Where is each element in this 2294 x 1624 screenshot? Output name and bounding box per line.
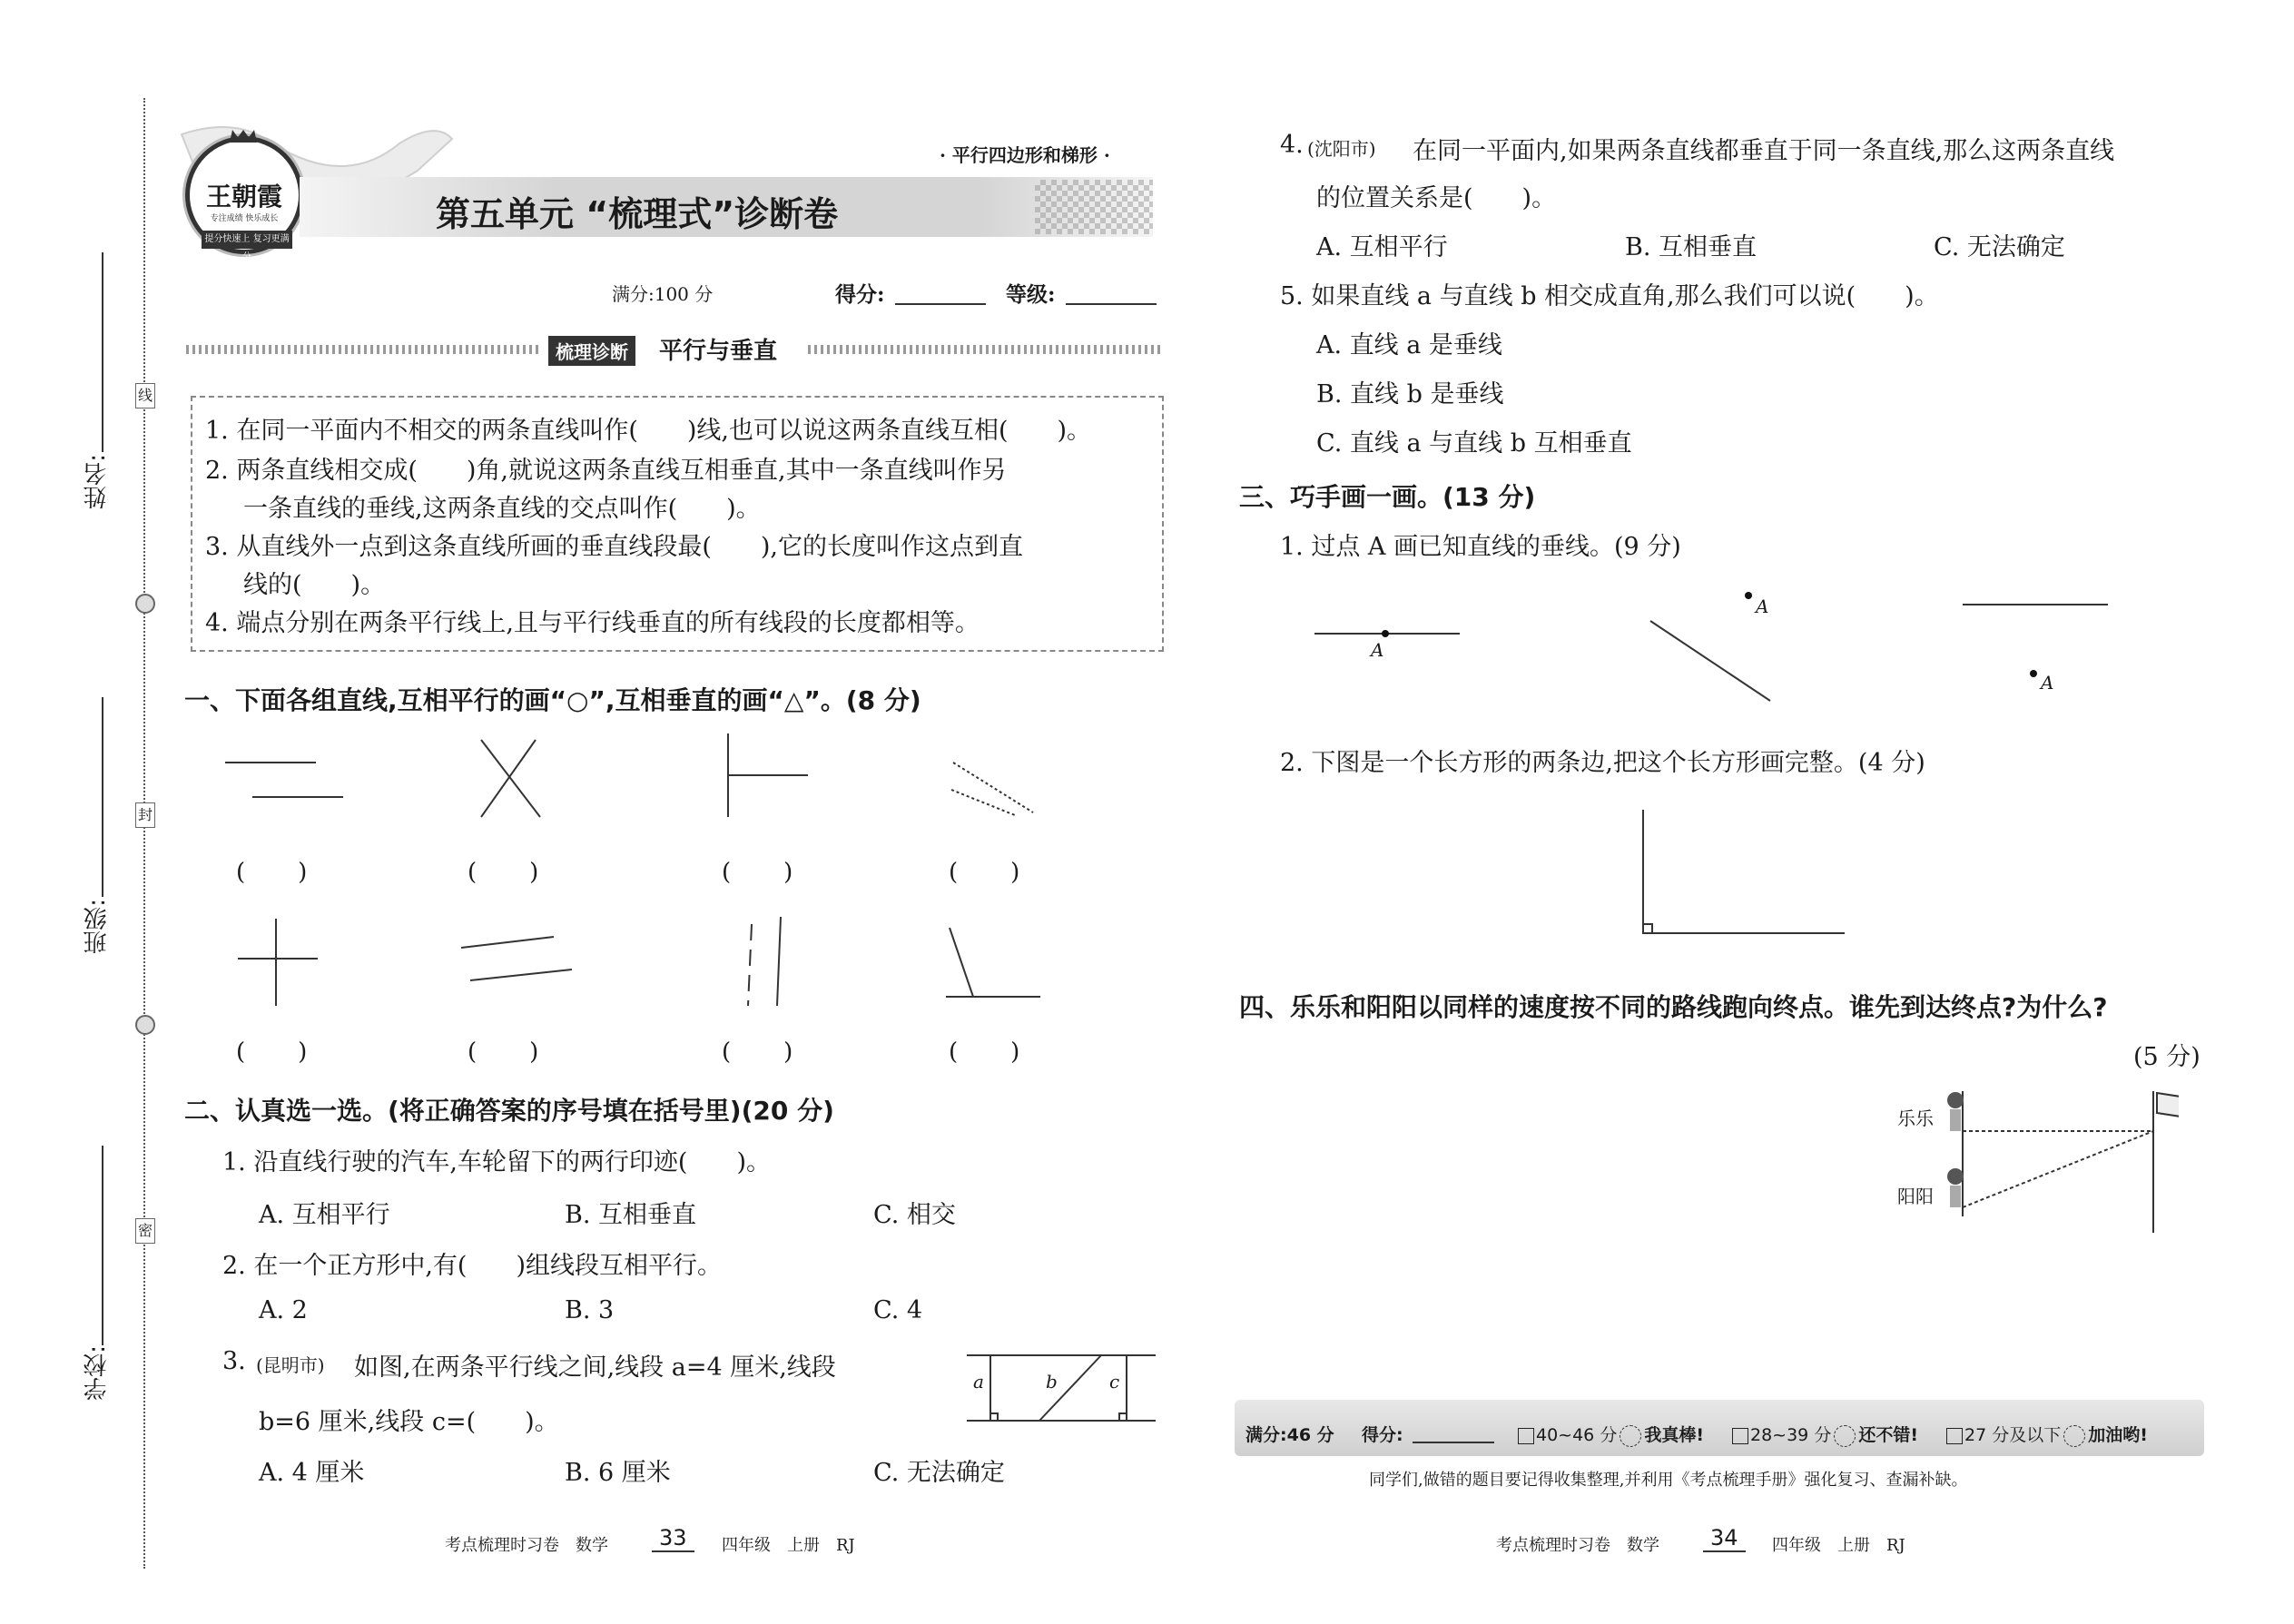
part1-answer-1[interactable]: ( )	[236, 859, 310, 886]
point-a-label-3: A	[2041, 672, 2054, 694]
binding-hole-1	[135, 594, 155, 614]
full-score: 满分:100 分	[612, 283, 714, 305]
part2-q3-a[interactable]: A. 4 厘米	[259, 1459, 365, 1487]
part3-q2: 2. 下图是一个长方形的两条边,把这个长方形画完整。(4 分)	[1280, 749, 1925, 777]
part4-figure	[1943, 1080, 2179, 1235]
fig6-line-b	[470, 969, 572, 980]
page-title: 第五单元 “梳理式”诊断卷	[436, 194, 839, 234]
fig6-line-a	[461, 937, 554, 948]
part2-q5-stem: 5. 如果直线 a 与直线 b 相交成直角,那么我们可以说( )。	[1280, 282, 1939, 310]
seal-char-secret: 密	[135, 1218, 155, 1244]
logo-ribbon: 提分快速上 复习更满分	[202, 231, 292, 249]
part2-q4-stem: 在同一平面内,如果两条直线都垂直于同一条直线,那么这两条直线	[1413, 137, 2115, 165]
part2-q3-figure	[967, 1348, 1157, 1430]
school-field[interactable]	[102, 1146, 103, 1345]
summary-score-field[interactable]	[1413, 1442, 1494, 1443]
part2-q1-b[interactable]: B. 互相垂直	[565, 1201, 697, 1229]
review-item-2b: 一条直线的垂线,这两条直线的交点叫作( )。	[243, 495, 761, 523]
class-label: 班级:	[84, 899, 111, 954]
footer-right-book: 考点梳理时习卷 数学	[1496, 1536, 1659, 1555]
summary-score: 得分:	[1362, 1425, 1403, 1445]
binding-hole-2	[135, 1015, 155, 1035]
part1-answer-5[interactable]: ( )	[236, 1038, 310, 1066]
yangyang-icon	[1947, 1168, 1964, 1185]
footer-right-page: 34	[1703, 1525, 1746, 1552]
grade-label: 等级:	[1006, 282, 1056, 307]
section-tag: · 平行四边形和梯形 ·	[940, 144, 1110, 166]
fig4-line-b	[951, 790, 1015, 815]
binding-dotted-line	[143, 98, 145, 1569]
footer-right-grade: 四年级 上册 RJ	[1772, 1536, 1905, 1555]
part3-q1-figures	[1307, 581, 2124, 717]
point-a-label-2: A	[1756, 595, 1769, 617]
part2-q3-source: (昆明市)	[256, 1354, 325, 1376]
part4-yangyang: 阳阳	[1897, 1186, 1934, 1207]
title-checker	[1035, 180, 1153, 234]
part3-q1: 1. 过点 A 画已知直线的垂线。(9 分)	[1280, 533, 1681, 561]
part2-q4-num: 4.	[1280, 131, 1304, 159]
part1-answer-8[interactable]: ( )	[949, 1038, 1022, 1066]
opt2-checkbox[interactable]	[1732, 1428, 1748, 1444]
opt1-text: 我真棒!	[1644, 1425, 1704, 1445]
binding-strip	[0, 0, 163, 1624]
part2-q3-fig-a: a	[973, 1371, 984, 1393]
part2-q1-stem: 1. 沿直线行驶的汽车,车轮留下的两行印迹( )。	[222, 1148, 771, 1176]
part2-q5-a[interactable]: A. 直线 a 是垂线	[1316, 331, 1502, 359]
school-label: 学校:	[84, 1345, 111, 1401]
part2-q3-stem2: b=6 厘米,线段 c=( )。	[259, 1408, 559, 1436]
part2-q3-c[interactable]: C. 无法确定	[873, 1459, 1005, 1487]
fig4-line-a	[953, 763, 1033, 812]
part2-q5-b[interactable]: B. 直线 b 是垂线	[1316, 380, 1504, 408]
part2-q4-stem2: 的位置关系是( )。	[1316, 184, 1557, 212]
seal-char-seal: 封	[135, 802, 155, 828]
draw-fig3-point	[2030, 670, 2037, 677]
part1-answer-6[interactable]: ( )	[468, 1038, 541, 1066]
opt1-range: 40~46 分	[1536, 1425, 1618, 1445]
summary-opt3[interactable]	[1946, 1422, 2148, 1447]
footer-left-page: 33	[652, 1525, 694, 1552]
part4-score: (5 分)	[2133, 1043, 2200, 1071]
opt2-range: 28~39 分	[1750, 1425, 1832, 1445]
part2-q3-b[interactable]: B. 6 厘米	[565, 1459, 671, 1487]
part3-heading: 三、巧手画一画。(13 分)	[1239, 482, 1536, 512]
part2-q1-c[interactable]: C. 相交	[873, 1201, 956, 1229]
part2-q4-b[interactable]: B. 互相垂直	[1625, 233, 1757, 261]
fig8-line-a	[950, 928, 973, 997]
draw-fig1-point	[1382, 630, 1389, 637]
part2-q4-c[interactable]: C. 无法确定	[1934, 233, 2065, 261]
part3-q2-figure	[1634, 806, 1852, 942]
part1-answer-4[interactable]: ( )	[949, 859, 1022, 886]
part2-heading: 二、认真选一选。(将正确答案的序号填在括号里)(20 分)	[184, 1096, 834, 1126]
review-item-1: 1. 在同一平面内不相交的两条直线叫作( )线,也可以说这两条直线互相( )。	[205, 417, 1092, 445]
part2-q2-a[interactable]: A. 2	[259, 1296, 308, 1324]
part2-q5-c[interactable]: C. 直线 a 与直线 b 互相垂直	[1316, 429, 1632, 458]
opt3-text: 加油哟!	[2088, 1425, 2148, 1445]
name-field[interactable]	[102, 252, 103, 452]
footer-left-book: 考点梳理时习卷 数学	[445, 1536, 608, 1555]
part1-answer-7[interactable]: ( )	[722, 1038, 795, 1066]
grade-field[interactable]	[1066, 303, 1157, 305]
part4-heading: 四、乐乐和阳阳以同样的速度按不同的路线跑向终点。谁先到达终点?为什么?	[1239, 992, 2108, 1022]
review-strip-right	[808, 345, 1162, 354]
part2-q2-stem: 2. 在一个正方形中,有( )组线段互相平行。	[222, 1252, 722, 1280]
logo-crown-icon	[230, 130, 257, 143]
part2-q4-source: (沈阳市)	[1307, 138, 1376, 160]
part2-q3-fig-b: b	[1046, 1371, 1058, 1393]
part1-heading: 一、下面各组直线,互相平行的画“○”,互相垂直的画“△”。(8 分)	[184, 685, 921, 715]
smiley-icon	[1620, 1425, 1641, 1447]
review-badge: 梳理诊断	[548, 336, 635, 366]
draw-fig2-line	[1650, 621, 1770, 701]
part2-q3-num: 3.	[222, 1347, 246, 1375]
lele-icon	[1947, 1092, 1964, 1108]
review-item-2: 2. 两条直线相交成( )角,就说这两条直线互相垂直,其中一条直线叫作另	[205, 457, 1007, 485]
smiley-icon	[2063, 1425, 2085, 1447]
summary-full: 满分:46 分	[1245, 1425, 1334, 1445]
summary-opt1[interactable]	[1518, 1422, 1704, 1447]
summary-tip: 同学们,做错的题目要记得收集整理,并利用《考点梳理手册》强化复习、查漏补缺。	[1369, 1471, 1968, 1490]
opt2-text: 还不错!	[1858, 1425, 1918, 1445]
seal-char-line: 线	[135, 383, 155, 408]
review-strip-left	[186, 345, 540, 354]
part2-q2-c[interactable]: C. 4	[873, 1296, 923, 1324]
draw-fig2-point	[1745, 592, 1752, 599]
opt1-checkbox[interactable]	[1518, 1428, 1534, 1444]
name-label: 姓名:	[84, 454, 111, 509]
footer-left-grade: 四年级 上册 RJ	[722, 1536, 855, 1555]
review-box	[191, 396, 1164, 652]
part2-q2-b[interactable]: B. 3	[565, 1296, 615, 1324]
smiley-icon	[1834, 1425, 1856, 1447]
part2-q3-fig-c: c	[1109, 1371, 1120, 1393]
score-field[interactable]	[895, 303, 986, 305]
summary-opt2[interactable]	[1732, 1422, 1918, 1447]
part2-q3-stem: 如图,在两条平行线之间,线段 a=4 厘米,线段	[354, 1353, 836, 1382]
review-item-4: 4. 端点分别在两条平行线上,且与平行线垂直的所有线段的长度都相等。	[205, 609, 980, 637]
part1-answer-2[interactable]: ( )	[468, 859, 541, 886]
part2-q1-a[interactable]: A. 互相平行	[259, 1201, 390, 1229]
point-a-label-1: A	[1371, 639, 1384, 661]
fig7-line-b	[777, 917, 781, 1006]
review-item-3b: 线的( )。	[243, 571, 386, 599]
logo-sub-1: 专注成绩 快乐成长	[210, 214, 279, 223]
part2-q4-a[interactable]: A. 互相平行	[1316, 233, 1448, 261]
review-title: 平行与垂直	[659, 338, 778, 365]
part4-lele: 乐乐	[1897, 1107, 1934, 1129]
review-item-3: 3. 从直线外一点到这条直线所画的垂直线段最( ),它的长度叫作这点到直	[205, 533, 1023, 561]
part1-answer-3[interactable]: ( )	[722, 859, 795, 886]
class-field[interactable]	[102, 697, 103, 897]
opt3-checkbox[interactable]	[1946, 1428, 1963, 1444]
score-label: 得分:	[835, 282, 885, 307]
logo-text: 王朝霞	[205, 182, 282, 212]
fig7-line-a	[748, 924, 752, 1006]
opt3-range: 27 分及以下	[1964, 1425, 2062, 1445]
